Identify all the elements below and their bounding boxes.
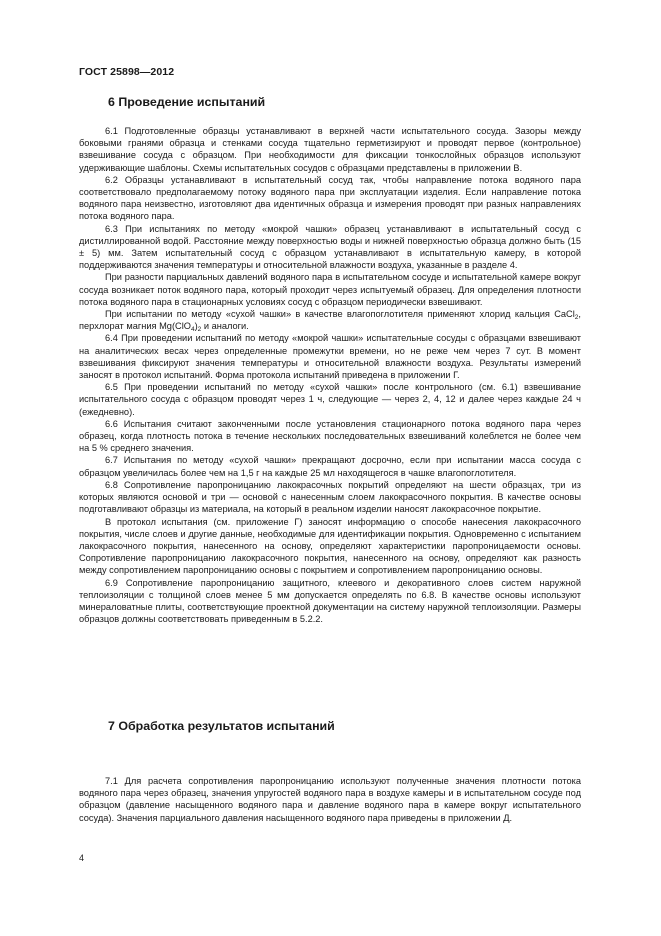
- paragraph-6-5: 6.5 При проведении испытаний по методу «сухой чашки» после контрольного (см. 6.1) взвешивание испытательного сосуда с образцом проводят через 1 ч, следующие — через 2, 4, 12 и далее через каждые 24 ч (ежедневно).: [79, 382, 581, 417]
- section-7-body: [79, 775, 581, 824]
- paragraph-6-4: 6.4 При проведении испытаний по методу «мокрой чашки» испытательные сосуды с образцами взвешивают на аналитических весах через определенные промежутки времени, но не реже чем через 7 сут. В момент взвешивания фиксируют значения температуры и относительной влажности воздуха. Результаты измерений заносят в протокол испытаний. Форма протокола испытаний приведена в приложении Г.: [79, 333, 581, 381]
- paragraph-6-1: 6.1 Подготовленные образцы устанавливают в верхней части испытательного сосуда. Зазоры между боковыми гранями образца и стенками сосуда тщательно герметизируют и проводят первое (контрольное) взвешивание сосуда с образцом. При необходимости для фиксации тонкослойных образцов используют удерживающие шаблоны. Схемы испытательных сосудов с образцами представлены в приложении В.: [79, 126, 581, 173]
- document-header: ГОСТ 25898—2012: [79, 66, 175, 78]
- paragraph-6-8: 6.8 Сопротивление паропроницанию лакокрасочных покрытий определяют на шести образцах, три из которых являются основой и три — основой с нанесенным слоем лакокрасочного покрытия. В качестве основы подготавливают образцы из материала, на который в реальном изделии наносят лакокрасочное покрытие.: [79, 479, 581, 515]
- paragraph-6-3-dry-cup: [79, 308, 581, 332]
- subscript: 2: [197, 326, 202, 334]
- paragraph-7-1: 7.1 Для расчета сопротивления паропроницанию используют полученные значения плотности потока водяного пара через образец, значения упругостей водяного пара в воздухе камеры и в испытательном сосуде под образцом (давление насыщенного водяного пара и давление водяного пара в камере вокруг испытательного сосуда). Значения парциального давления насыщенного водяного пара приведены в приложении Д.: [79, 776, 581, 823]
- closing-bracket: ): [194, 321, 198, 332]
- dry-cup-text-mid: , перхлорат магния Mg(ClO: [79, 309, 581, 332]
- paragraph-6-6: 6.6 Испытания считают законченными после установления стационарного потока водяного пара через образец, когда плотность потока в течение нескольких последовательных взвешиваний колеблется не более чем на 5 % среднего значения.: [79, 418, 581, 454]
- page-number: 4: [79, 853, 85, 863]
- paragraph-6-3: 6.3 При испытаниях по методу «мокрой чашки» образец устанавливают в испытательный сосуд с дистиллированной водой. Расстояние между поверхностью воды и нижней поверхностью образца должно быть (15 ± 5) мм. Затем испытательный сосуд с образцом устанавливают в испытательную камеру, в которой поддерживаются значения температуры и относительной влажности воздуха, указанные в разделе 4.: [79, 223, 581, 271]
- section-7-heading: 7 Обработка результатов испытаний: [108, 719, 335, 733]
- dry-cup-text-start: При испытании по методу «сухой чашки» в качестве влагопоглотителя применяют хлорид кальция CaCl: [105, 309, 575, 320]
- paragraph-6-9: 6.9 Сопротивление паропроницанию защитного, клеевого и декоративного слоев систем наружной теплоизоляции с толщиной слоев менее 5 мм допускается определять по 6.8. В качестве основы используют минераловатные плиты, соответствующие проектной документации на систему наружной теплоизоляции. Размеры образцов должны соответствовать приведенным в 5.2.2.: [79, 577, 581, 625]
- paragraph-6-7: 6.7 Испытания по методу «сухой чашки» прекращают досрочно, если при испытании масса сосуда с образцом увеличилась более чем на 1,5 г на каждые 25 мл находящегося в чашке влагопоглотителя.: [79, 455, 581, 478]
- paragraph-6-3-pressure: При разности парциальных давлений водяного пара в испытательном сосуде и испытательной камере вокруг сосуда возникает поток водяного пара, который проходит через испытуемый образец. Для определения плотности потока водяного пара в стационарных условиях сосуд с образцом периодически взвешивают.: [79, 272, 581, 307]
- section-6-body: [79, 125, 581, 625]
- paragraph-6-8-protocol: В протокол испытания (см. приложение Г) заносят информацию о способе нанесения лакокрасочного покрытия, числе слоев и другие данные, необходимые для идентификации покрытия. Одновременно с испытанием лакокрасочного покрытия, нанесенного на основу, определяют характеристики паропроницаемости основы. Сопротивление паропроницанию лакокрасочного покрытия, нанесенного на основу, определяют как разность между сопротивлением паропроницанию основы с покрытием и сопротивлением паропроницанию основы.: [79, 516, 581, 576]
- section-6-heading: 6 Проведение испытаний: [108, 95, 266, 109]
- dry-cup-text-end: и аналоги.: [201, 321, 249, 332]
- subscript: 4: [190, 326, 195, 334]
- subscript: 2: [574, 314, 579, 322]
- paragraph-6-2: 6.2 Образцы устанавливают в испытательный сосуд так, чтобы направление потока водяного пара соответствовало предполагаемому потоку водяного пара при эксплуатации изделия. Если направление потока водяного пара неизвестно, изготовляют два идентичных образца и измерения проводят при разных направлениях потока водяного пара.: [79, 174, 581, 222]
